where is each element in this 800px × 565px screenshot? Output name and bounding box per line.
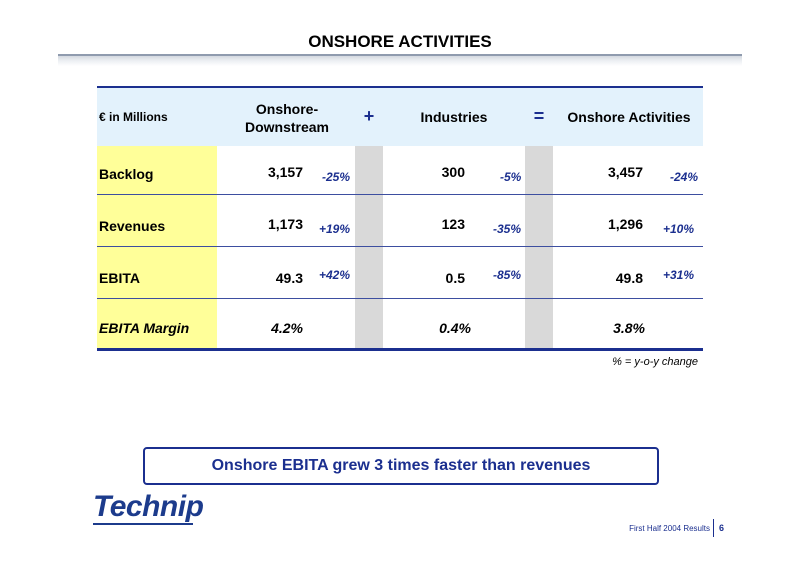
cell-value: 1,173: [267, 216, 303, 232]
row-label-ebita-margin: EBITA Margin: [99, 320, 190, 336]
table-top-rule: [97, 86, 703, 88]
column-header-line: Onshore-: [255, 101, 319, 117]
cell-value: 300: [441, 164, 465, 180]
page-number: 6: [719, 523, 725, 533]
row-divider: [97, 194, 703, 195]
row-divider: [97, 246, 703, 247]
cell-value: 49.8: [615, 270, 643, 286]
logo-underline: [93, 523, 193, 525]
row-label-ebita: EBITA: [99, 270, 140, 286]
footer-title: First Half 2004 Results: [629, 524, 710, 533]
cell-value: 0.4%: [439, 320, 471, 336]
cell-value: 4.2%: [271, 320, 303, 336]
row-label-backlog: Backlog: [99, 166, 154, 182]
cell-value: 0.5: [445, 270, 465, 286]
row-label-revenues: Revenues: [99, 218, 166, 234]
cell-change: +31%: [663, 268, 695, 282]
row-divider: [97, 298, 703, 299]
cell-change: -35%: [493, 222, 522, 236]
unit-label: € in Millions: [99, 110, 168, 124]
page-title: ONSHORE ACTIVITIES: [308, 32, 492, 51]
column-header-onshore-activities: Onshore Activities: [567, 109, 691, 125]
cell-value: 3,457: [607, 164, 643, 180]
cell-value: 3,157: [267, 164, 303, 180]
cell-change: +19%: [319, 222, 351, 236]
key-message-callout: Onshore EBITA grew 3 times faster than revenues: [143, 447, 659, 485]
change-note: % = y-o-y change: [612, 356, 698, 368]
cell-change: +10%: [663, 222, 695, 236]
cell-change: -24%: [670, 170, 699, 184]
cell-change: -5%: [500, 170, 522, 184]
cell-value: 3.8%: [613, 320, 645, 336]
technip-logo: Technip: [93, 490, 204, 523]
plus-operator-column: [355, 146, 383, 349]
equals-operator-column: [525, 146, 553, 349]
footer-separator: [713, 519, 714, 537]
column-header-onshore-downstream: [227, 100, 347, 136]
cell-change: -85%: [493, 268, 522, 282]
title-divider: [58, 54, 742, 66]
cell-change: +42%: [319, 268, 351, 282]
column-header-line: Downstream: [244, 119, 330, 135]
results-table: [97, 86, 703, 351]
table-bottom-rule: [97, 348, 703, 351]
cell-value: 49.3: [275, 270, 303, 286]
cell-change: -25%: [322, 170, 351, 184]
cell-value: 1,296: [607, 216, 643, 232]
plus-operator: +: [363, 106, 375, 126]
cell-value: 123: [441, 216, 465, 232]
equals-operator: =: [533, 106, 545, 126]
column-header-industries: Industries: [420, 109, 488, 125]
